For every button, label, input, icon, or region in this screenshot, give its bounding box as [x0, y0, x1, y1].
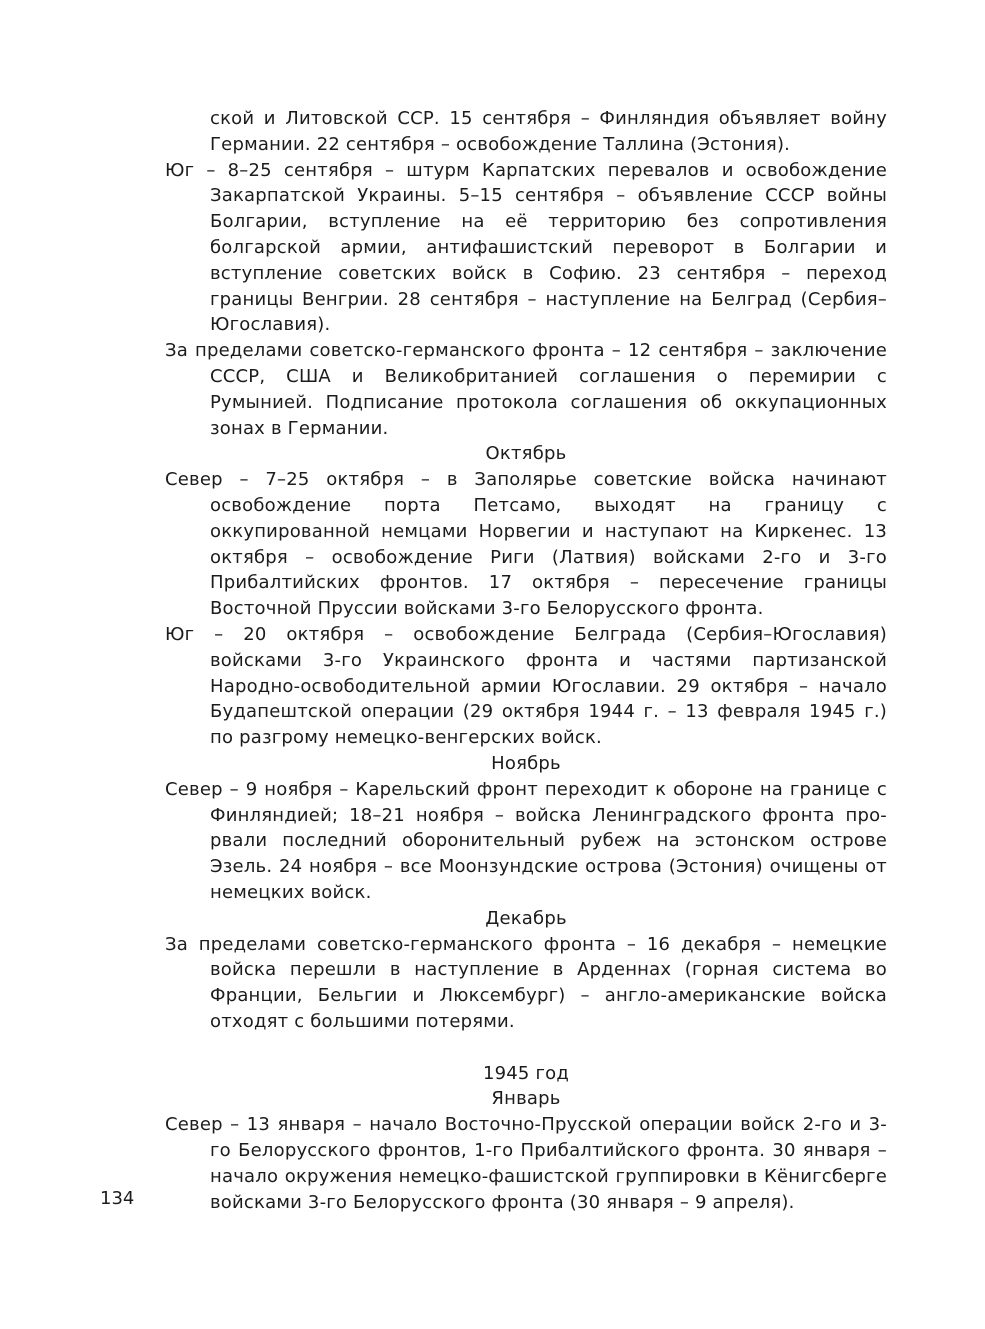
heading-january: Январь: [491, 1088, 561, 1110]
page-number: 134: [100, 1188, 135, 1209]
entry-north-january: Север – 13 января – начало Восточно-Прусской операции войск 2-го и 3-го Белорусского фронтов, 1-го Прибалтийского фронта. 30 января – начало окружения немецко-фашистской группировки в Кёнигсберге войсками 3-го Белорусского фронта (30 января – 9 апреля).: [165, 1114, 887, 1213]
entry-beyond-front-december: За пределами советско-германского фронта – 16 декабря – немецкие войска перешли в наступление в Арденнах (горная система во Франции, Бельгии и Люксембург) – англо-американские войска отходят с большими потерями.: [165, 933, 887, 1032]
entry-north-november: Север – 9 ноября – Карельский фронт переходит к обороне на границе с Финляндией; 18–21 ноября – войска Ленинградского фронта про-рвали последний оборонительный рубеж на эстонском острове Эзель. 24 ноября – все Моонзундские острова (Эстония) очищены от немецких войск.: [165, 778, 887, 903]
paragraph-continued-september: ской и Литовской ССР. 15 сентября – Финляндия объявляет войну Германии. 22 сентября – освобождение Таллина (Эстония).: [210, 108, 887, 155]
heading-year-1945: 1945 год: [482, 1062, 570, 1084]
entry-north-october: Север – 7–25 октября – в Заполярье советские войска начинают освобождение порта Петсамо, выходят на границу с оккупированной немцами Норвегии и наступают на Киркенес. 13 октября – освобождение Риги (Латвия) войсками 2-го и 3-го Прибалтийских фронтов. 17 октября – пересечение границы Восточной Пруссии войсками 3-го Белорусского фронта.: [165, 469, 887, 620]
entry-south-september: Юг – 8–25 сентября – штурм Карпатских перевалов и освобождение Закарпатской Украины. 5–15 сентября – объявление СССР войны Болгарии, вступление на её территорию без сопротивления болгарской армии, антифашистский переворот в Болгарии и вступление советских войск в Софию. 23 сентября – переход границы Венгрии. 28 сентября – наступление на Белград (Сербия–Югославия).: [165, 159, 887, 336]
entry-south-october: Юг – 20 октября – освобождение Белграда (Сербия–Югославия) войсками 3-го Украинского фронта и частями партизанской Народно-освободительной армии Югославии. 29 октября – начало Будапештской операции (29 октября 1944 г. – 13 февраля 1945 г.) по разгрому немецко-венгерских войск.: [165, 623, 887, 749]
heading-december: Декабрь: [485, 907, 567, 929]
entry-beyond-front-september: За пределами советско-германского фронта – 12 сентября – заключение СССР, США и Великобританией соглашения о перемирии с Румынией. Подписание протокола соглашения об оккупационных зонах в Германии.: [165, 340, 887, 439]
heading-november: Ноябрь: [491, 752, 561, 774]
heading-october: Октябрь: [485, 443, 567, 465]
text-block: [165, 106, 887, 1215]
